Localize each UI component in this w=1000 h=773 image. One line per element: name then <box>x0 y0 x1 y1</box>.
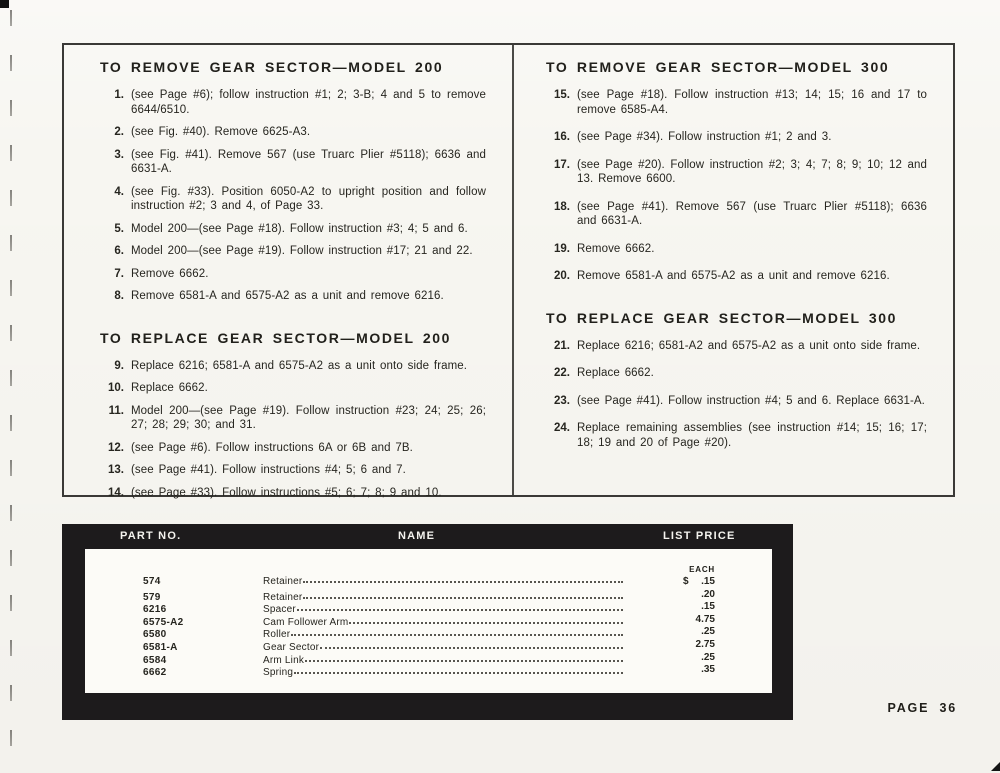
dot-leader <box>349 622 623 624</box>
currency-symbol <box>625 652 683 663</box>
instruction-item <box>546 421 927 450</box>
instruction-text: Replace 6216; 6581-A and 6575-A2 as a unit onto side frame. <box>131 359 468 372</box>
instruction-text: Model 200—(see Page #19). Follow instruction #17; 21 and 22. <box>131 245 473 257</box>
dot-leader <box>294 672 623 674</box>
instruction-number: 12. <box>108 441 124 454</box>
price-cell <box>625 639 715 650</box>
instruction-item <box>100 244 486 259</box>
dot-leader <box>320 647 623 649</box>
instruction-text: Replace remaining assemblies (see instruction #14; 15; 16; 17; 18; 19 and 20 of Page #20). <box>577 422 927 449</box>
section-heading: TO REPLACE GEAR SECTOR—MODEL 200 <box>100 329 452 346</box>
instruction-item <box>100 404 486 433</box>
instruction-text: Replace 6216; 6581-A2 and 6575-A2 as a unit onto side frame. <box>577 339 921 352</box>
instruction-text: Model 200—(see Page #18). Follow instruction #3; 4; 5 and 6. <box>131 222 468 235</box>
instruction-text: (see Page #6). Follow instructions 6A or 6B and 7B. <box>131 441 413 454</box>
instruction-section <box>546 59 927 284</box>
instruction-number: 17. <box>554 158 570 171</box>
price-cell <box>625 614 715 625</box>
scan-corner-artifact <box>0 0 9 8</box>
part-name-text: Spacer <box>263 604 296 616</box>
part-name-text: Cam Follower Arm <box>263 616 349 628</box>
currency-symbol <box>625 601 683 612</box>
instructions-column-right <box>512 45 953 495</box>
instruction-item <box>100 267 486 282</box>
currency-symbol <box>625 639 683 650</box>
instruction-item <box>100 148 486 177</box>
table-row <box>143 652 715 665</box>
part-number-cell: 6216 <box>143 604 167 616</box>
instruction-text: (see Fig. #33). Position 6050-A2 to upright position and follow instruction #2; 3 and 4, of Page 33. <box>131 185 486 212</box>
instruction-number: 24. <box>554 422 570 434</box>
instruction-number: 18. <box>554 200 570 213</box>
instruction-item <box>100 381 486 396</box>
table-row <box>143 589 715 602</box>
table-row <box>143 576 715 589</box>
price-cell <box>625 601 715 612</box>
instruction-item <box>100 441 486 456</box>
instruction-text: (see Page #41). Follow instruction #4; 5 and 6. Replace 6631-A. <box>577 394 925 407</box>
instruction-number: 15. <box>554 89 570 101</box>
instruction-item <box>100 289 486 304</box>
part-name-cell <box>263 617 625 628</box>
parts-price-table <box>62 524 793 720</box>
instruction-number: 2. <box>114 126 124 138</box>
part-name-text: Arm Link <box>263 654 305 666</box>
instruction-number: 14. <box>108 486 124 499</box>
price-cell <box>625 589 715 600</box>
price-cell <box>625 664 715 675</box>
instruction-item <box>546 366 927 381</box>
price-cell <box>625 626 715 637</box>
instruction-item <box>546 339 927 354</box>
dot-leader <box>305 660 623 662</box>
part-number-cell: 6584 <box>143 654 167 666</box>
instruction-number: 16. <box>554 131 570 143</box>
instruction-number: 6. <box>114 245 124 257</box>
currency-symbol <box>625 589 683 600</box>
instruction-text: (see Page #41). Follow instructions #4; 5; 6 and 7. <box>131 464 406 476</box>
price-value: .25 <box>701 626 715 638</box>
page-number-label: PAGE 36 <box>887 701 957 715</box>
instruction-item <box>100 486 486 501</box>
part-number-cell: 579 <box>143 591 161 603</box>
instruction-number: 4. <box>114 185 124 198</box>
price-value: .20 <box>701 588 715 600</box>
table-row <box>143 626 715 639</box>
instruction-number: 1. <box>114 89 124 101</box>
instruction-number: 7. <box>114 267 124 280</box>
price-cell <box>625 576 715 587</box>
part-name-text: Retainer <box>263 576 303 587</box>
part-number-cell: 6581-A <box>143 641 178 653</box>
binding-marks-strip <box>10 10 12 765</box>
part-number-cell: 574 <box>143 576 161 587</box>
price-value: 4.75 <box>695 613 715 625</box>
section-heading: TO REMOVE GEAR SECTOR—MODEL 300 <box>546 59 890 75</box>
part-name-cell <box>263 642 625 653</box>
instruction-item <box>100 125 486 140</box>
instruction-text: Replace 6662. <box>131 382 208 394</box>
instruction-number: 10. <box>108 382 124 394</box>
instruction-text: Remove 6581-A and 6575-A2 as a unit and remove 6216. <box>577 270 890 282</box>
instruction-box <box>62 43 955 497</box>
price-cell <box>625 652 715 663</box>
part-name-cell <box>263 604 625 615</box>
dot-leader <box>303 597 623 599</box>
table-row <box>143 601 715 614</box>
part-name-cell <box>263 655 625 666</box>
table-row <box>143 614 715 627</box>
instruction-item <box>546 242 927 257</box>
parts-table-header-band <box>62 524 793 549</box>
part-name-text: Roller <box>263 629 291 641</box>
currency-symbol <box>625 626 683 637</box>
part-name-cell <box>263 592 625 603</box>
instruction-text: (see Page #20). Follow instruction #2; 3; 4; 7; 8; 9; 10; 12 and 13. Remove 6600. <box>577 158 927 185</box>
instruction-text: Remove 6581-A and 6575-A2 as a unit and remove 6216. <box>131 290 444 302</box>
instruction-number: 11. <box>108 404 124 417</box>
instruction-section <box>100 59 486 304</box>
dot-leader <box>297 609 623 611</box>
parts-table-panel <box>85 549 772 693</box>
part-number-cell: 6662 <box>143 667 167 679</box>
instruction-item <box>546 269 927 284</box>
table-row <box>143 639 715 652</box>
instruction-number: 8. <box>114 290 124 302</box>
part-name-cell <box>263 576 625 587</box>
unit-label: EACH <box>689 565 715 574</box>
instruction-item <box>100 359 486 374</box>
instruction-section <box>100 330 486 501</box>
instruction-item <box>100 88 486 117</box>
table-row <box>143 664 715 677</box>
part-name-text: Spring <box>263 667 294 679</box>
instruction-number: 21. <box>554 339 570 352</box>
instruction-item <box>546 158 927 187</box>
instruction-item <box>546 200 927 229</box>
instruction-item <box>546 394 927 409</box>
instruction-text: Model 200—(see Page #19). Follow instruction #23; 24; 25; 26; 27; 28; 29; 30; and 31. <box>131 404 486 431</box>
instruction-text: (see Fig. #41). Remove 567 (use Truarc Plier #5118); 6636 and 6631-A. <box>131 148 486 175</box>
instruction-text: (see Fig. #40). Remove 6625-A3. <box>131 126 311 138</box>
instruction-text: (see Page #41). Remove 567 (use Truarc Plier #5118); 6636 and 6631-A. <box>577 200 927 227</box>
scan-edge-artifact <box>991 762 1000 771</box>
instruction-text: (see Page #34). Follow instruction #1; 2 and 3. <box>577 131 832 143</box>
instruction-number: 22. <box>554 367 570 379</box>
parts-table-rows <box>143 576 715 677</box>
instruction-text: Replace 6662. <box>577 367 654 379</box>
instructions-column-left <box>64 45 512 499</box>
part-number-cell: 6580 <box>143 629 167 641</box>
price-value: .35 <box>701 664 715 676</box>
instruction-text: (see Page #18). Follow instruction #13; 14; 15; 16 and 17 to remove 6585-A4. <box>577 89 927 116</box>
currency-symbol: $ <box>683 576 689 587</box>
instruction-item <box>100 185 486 214</box>
instruction-number: 3. <box>114 148 124 161</box>
instruction-item <box>546 130 927 145</box>
price-value: .15 <box>701 601 715 613</box>
instruction-number: 23. <box>554 394 570 407</box>
dot-leader <box>303 581 623 583</box>
instruction-number: 20. <box>554 270 570 282</box>
instruction-number: 19. <box>554 242 570 255</box>
part-name-cell <box>263 629 625 640</box>
instruction-number: 13. <box>108 464 124 476</box>
instruction-text: Remove 6662. <box>577 242 655 255</box>
currency-symbol <box>625 614 683 625</box>
price-value: .25 <box>701 651 715 663</box>
price-value: .15 <box>701 576 715 587</box>
instruction-section <box>546 310 927 451</box>
instruction-number: 5. <box>114 222 124 235</box>
instruction-text: (see Page #33). Follow instructions #5; 6; 7; 8; 9 and 10. <box>131 486 442 499</box>
column-header-name: NAME <box>398 530 436 542</box>
part-name-cell <box>263 667 625 678</box>
part-name-text: Retainer <box>263 591 303 603</box>
currency-symbol <box>625 664 683 675</box>
column-header-list-price: LIST PRICE <box>663 530 736 542</box>
part-number-cell: 6575-A2 <box>143 616 184 628</box>
dot-leader <box>291 634 623 636</box>
instruction-text: Remove 6662. <box>131 267 209 280</box>
instruction-item <box>100 463 486 478</box>
section-heading: TO REPLACE GEAR SECTOR—MODEL 300 <box>546 309 898 326</box>
instruction-text: (see Page #6); follow instruction #1; 2; 3-B; 4 and 5 to remove 6644/6510. <box>131 89 486 116</box>
instruction-number: 9. <box>114 359 124 372</box>
section-heading: TO REMOVE GEAR SECTOR—MODEL 200 <box>100 59 444 75</box>
instruction-item <box>546 88 927 117</box>
price-value: 2.75 <box>695 638 715 650</box>
column-header-part-no: PART NO. <box>120 530 182 542</box>
instruction-item <box>100 222 486 237</box>
part-name-text: Gear Sector <box>263 641 320 653</box>
